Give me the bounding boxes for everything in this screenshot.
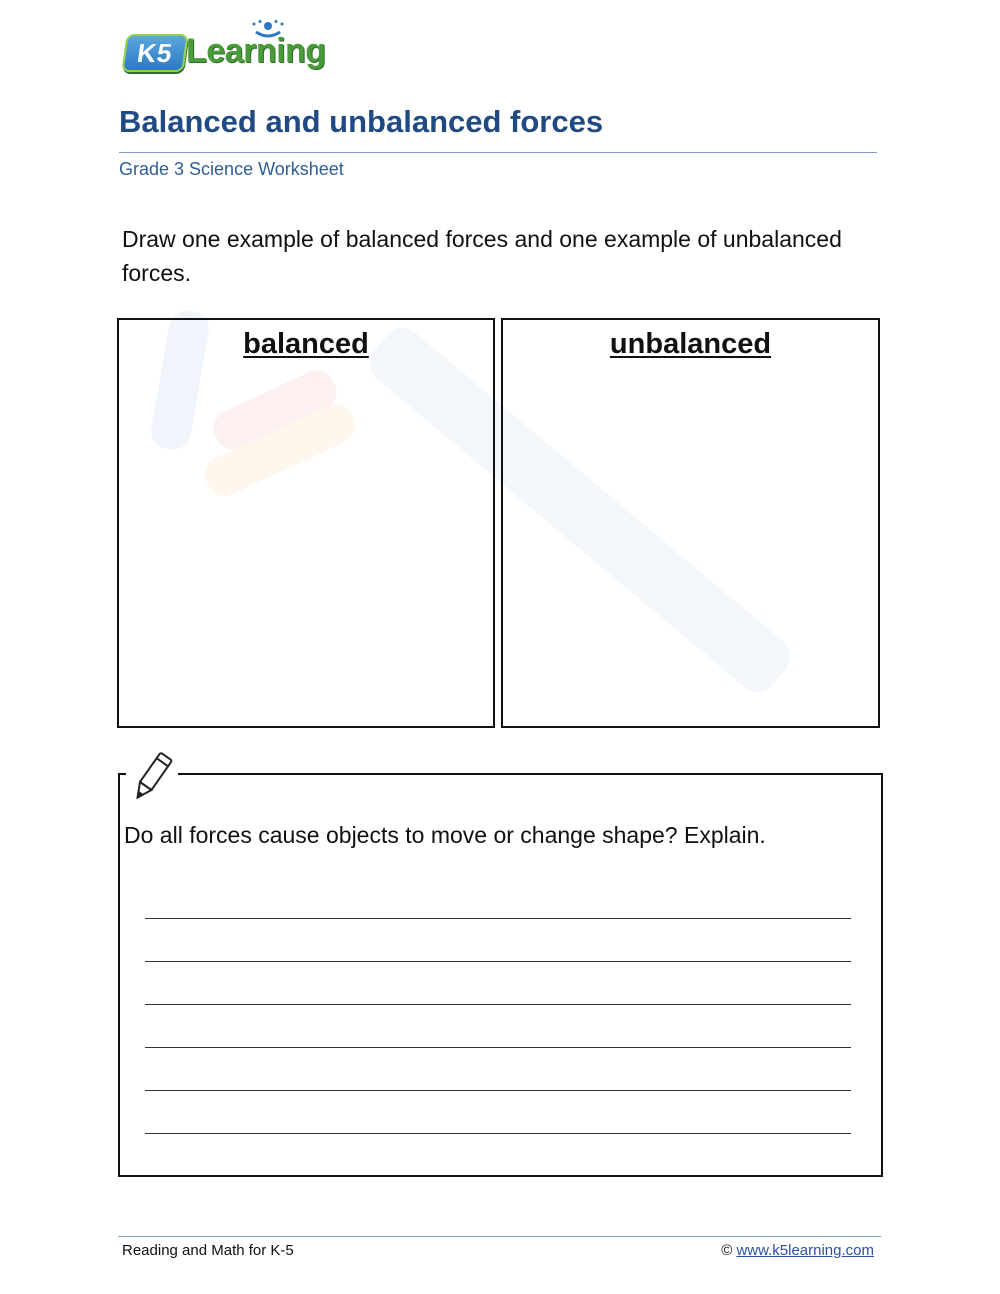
copyright-symbol: © [721, 1242, 733, 1259]
logo-wordmark: Learning [186, 32, 326, 70]
answer-line-3[interactable] [145, 1004, 851, 1005]
page-subtitle: Grade 3 Science Worksheet [119, 159, 344, 179]
logo-figure-icon [248, 20, 288, 46]
question-text: Do all forces cause objects to move or change shape? Explain. [124, 822, 766, 848]
answer-line-4[interactable] [145, 1047, 851, 1048]
unbalanced-drawing-box[interactable] [501, 318, 880, 728]
footer-copyright [721, 1242, 874, 1259]
instructions-text: Draw one example of balanced forces and one example of unbalanced forces. [122, 226, 842, 286]
unbalanced-label: unbalanced [609, 328, 772, 360]
footer-tagline: Reading and Math for K-5 [122, 1242, 294, 1259]
website-link[interactable]: www.k5learning.com [736, 1242, 874, 1259]
answer-line-5[interactable] [145, 1090, 851, 1091]
footer-divider [118, 1236, 881, 1237]
title-divider [119, 152, 877, 153]
balanced-drawing-box[interactable] [117, 318, 495, 728]
answer-line-1[interactable] [145, 918, 851, 919]
logo-badge: K5 [121, 34, 188, 72]
balanced-label: balanced [243, 328, 369, 360]
k5-learning-logo [120, 20, 335, 75]
page-title: Balanced and unbalanced forces [119, 104, 604, 139]
answer-line-6[interactable] [145, 1133, 851, 1134]
answer-line-2[interactable] [145, 961, 851, 962]
pencil-icon [126, 750, 178, 804]
